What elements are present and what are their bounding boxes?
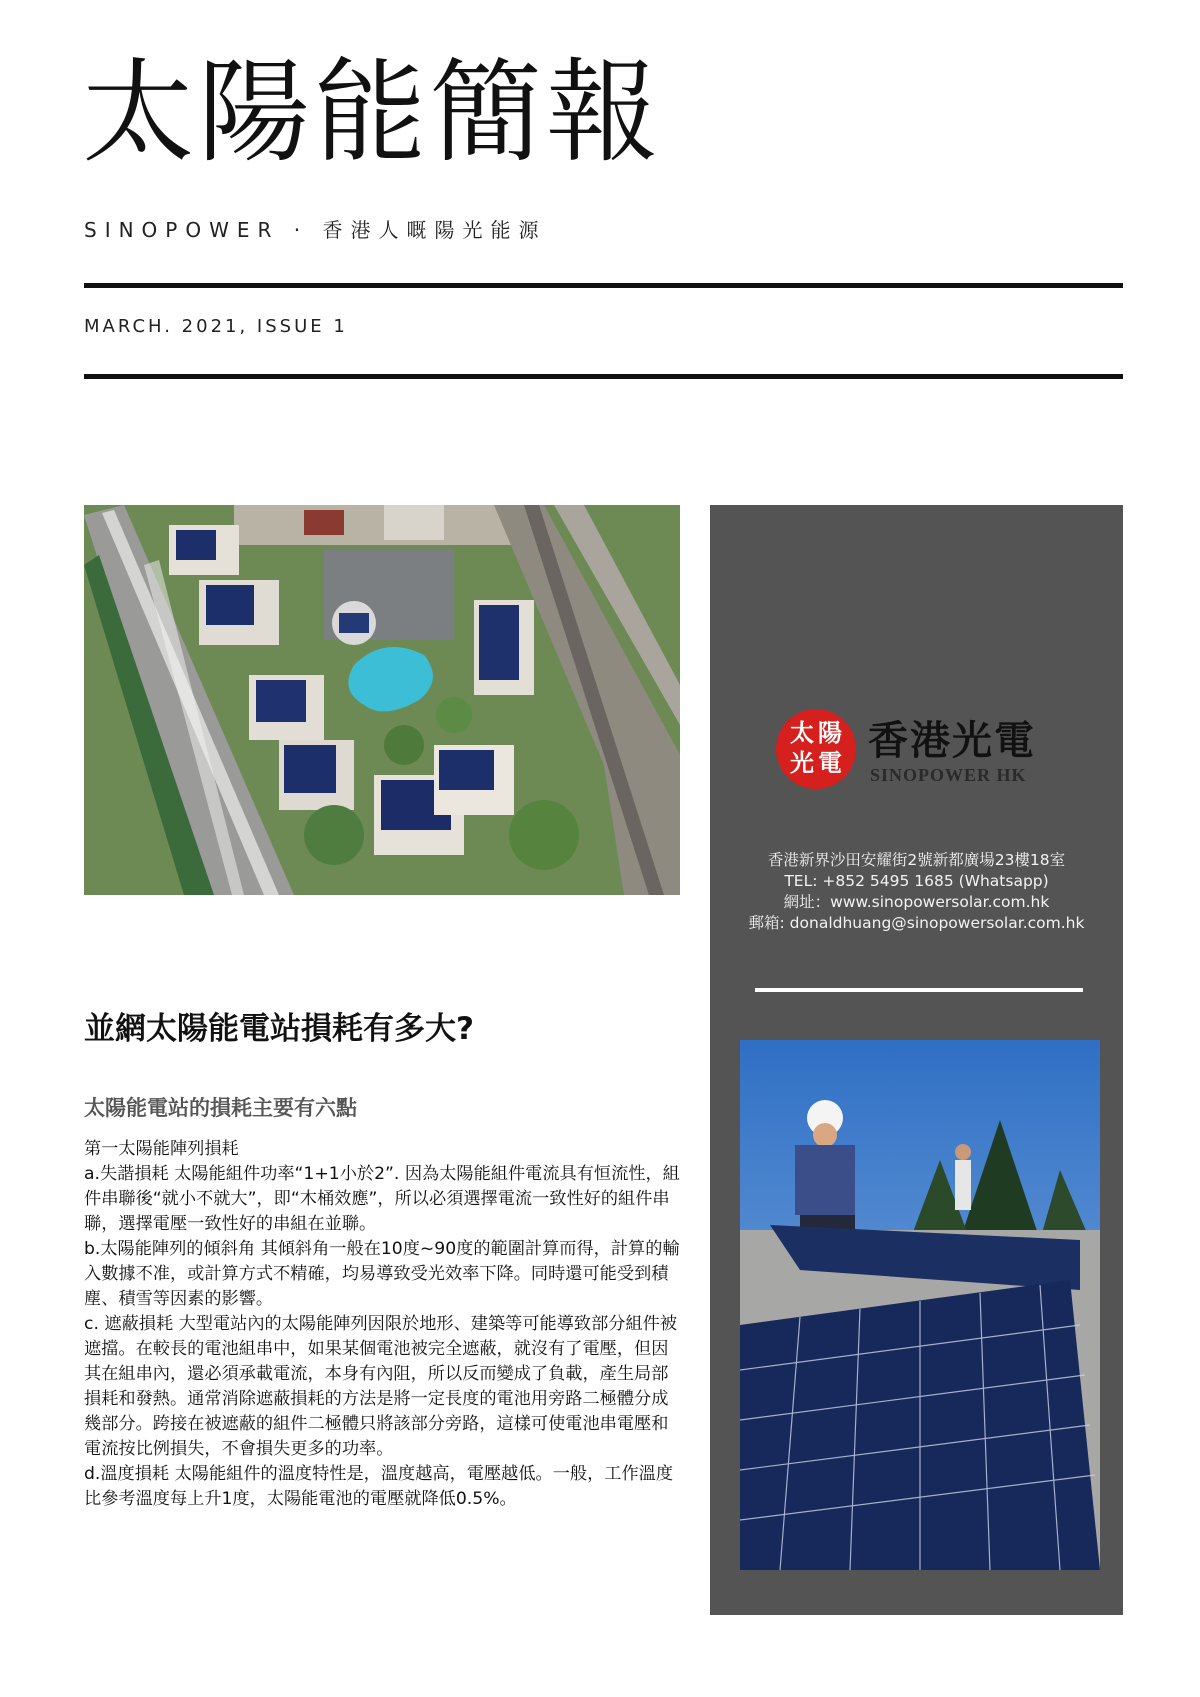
- issue-date: MARCH. 2021, ISSUE 1: [84, 316, 348, 337]
- contact-address: 香港新界沙田安耀街2號新都廣場23樓18室: [767, 851, 1066, 869]
- article-headline: 並網太陽能電站損耗有多大?: [84, 1011, 474, 1047]
- article-paragraph: 第一太陽能陣列損耗: [84, 1139, 239, 1159]
- article-section-title: 太陽能電站的損耗主要有六點: [84, 1096, 357, 1120]
- article-paragraph: d.溫度損耗 太陽能組件的溫度特性是，溫度越高，電壓越低。一般，工作溫度比參考溫度每上升1度，太陽能電池的電壓就降低0.5%。: [84, 1464, 674, 1509]
- article-body: [84, 1137, 684, 1512]
- top-divider: [84, 283, 1123, 288]
- contact-email[interactable]: 郵箱: donaldhuang@sinopowersolar.com.hk: [748, 914, 1085, 932]
- logo-name-english: SINOPOWER HK: [870, 765, 1027, 785]
- workers-installing-panels-photo: [740, 1040, 1100, 1570]
- newsletter-subtitle: SINOPOWER · 香港人嘅陽光能源: [84, 218, 547, 242]
- article-paragraph: a.失諧損耗 太陽能組件功率“1+1小於2”. 因為太陽能組件電流具有恒流性，組件串聯後“就小不就大”，即“木桶效應”，所以必須選擇電流一致性好的組件串聯，選擇電壓一致性好的串組在並聯。: [84, 1164, 680, 1234]
- sidebar-divider: [755, 988, 1083, 992]
- contact-info: [710, 850, 1123, 934]
- article-paragraph: b.太陽能陣列的傾斜角 其傾斜角一般在10度~90度的範圍計算而得，計算的輸入數據不准，或計算方式不精確，均易導致受光效率下降。同時還可能受到積塵、積雪等因素的影響。: [84, 1239, 680, 1309]
- logo-name-chinese: 香港光電: [868, 717, 1036, 764]
- contact-tel: TEL: +852 5495 1685 (Whatsapp): [784, 872, 1049, 890]
- article-paragraph: c. 遮蔽損耗 大型電站內的太陽能陣列因限於地形、建築等可能導致部分組件被遮擋。在較長的電池組串中，如果某個電池被完全遮蔽，就沒有了電壓，但因其在組串內，還必須承載電流，本身有內阻，所以反而變成了負載，產生局部損耗和發熱。通常消除遮蔽損耗的方法是將一定長度的電池用旁路二極體分成幾部分。跨接在被遮蔽的組件二極體只將該部分旁路，這樣可使電池串電壓和電流按比例損失，不會損失更多的功率。: [84, 1314, 678, 1459]
- company-logo: [776, 705, 1066, 795]
- red-seal-icon: 太 陽 光 電: [776, 709, 856, 789]
- header-divider: [84, 374, 1123, 379]
- aerial-solar-rooftops-photo: [84, 505, 680, 895]
- contact-sidebar: [710, 505, 1123, 1615]
- contact-website[interactable]: 網址：www.sinopowersolar.com.hk: [783, 893, 1050, 911]
- newsletter-title: 太陽能簡報: [82, 48, 662, 178]
